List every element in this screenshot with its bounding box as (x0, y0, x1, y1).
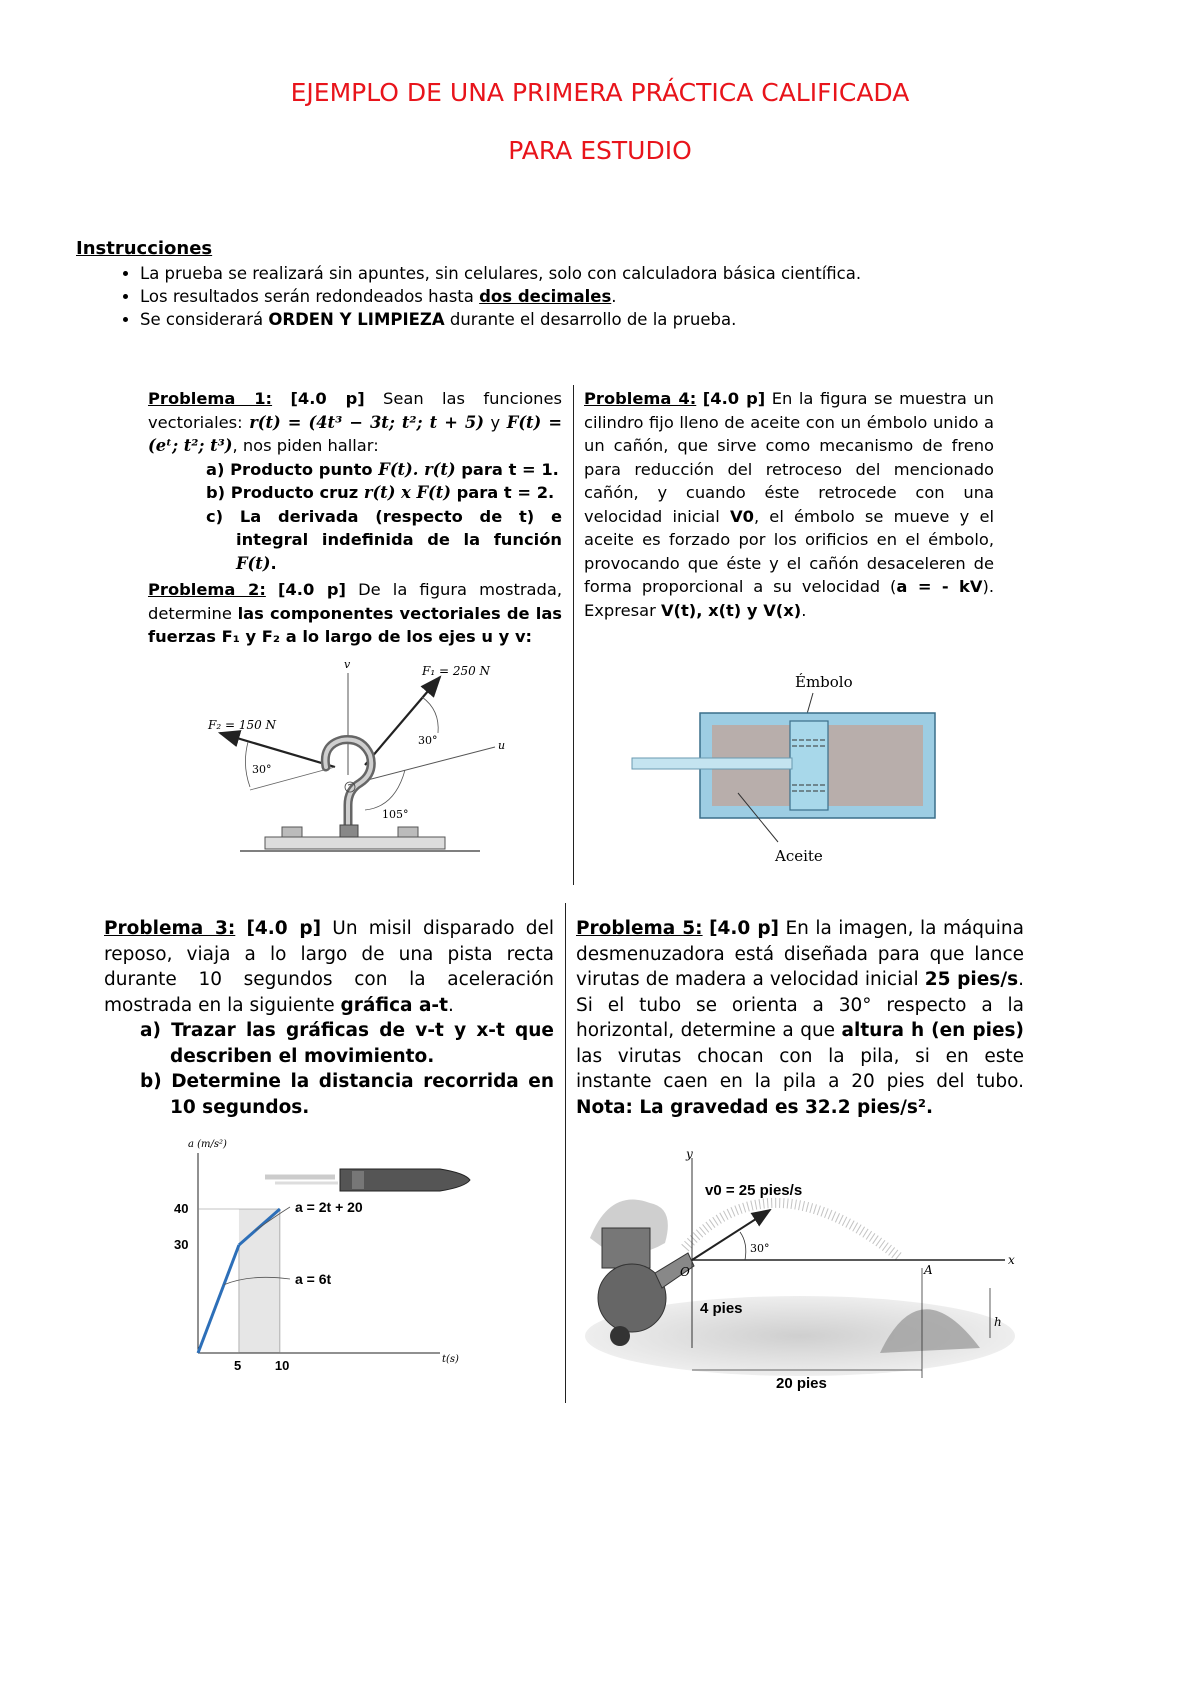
page-title: EJEMPLO DE UNA PRIMERA PRÁCTICA CALIFICADA (290, 78, 910, 107)
f2-label: F₂ = 150 N (208, 718, 277, 732)
problem-5-text: En la imagen, la máquina desmenuzadora está diseñada para que lance virutas de madera a velocidad inicial (576, 918, 1024, 990)
problem-5-text: . Si el tubo se orienta a 30° respecto a la horizontal, determine a que (576, 969, 1024, 1041)
f1-label: F₁ = 250 N (422, 664, 491, 678)
problem-3-points: [4.0 p] (246, 918, 322, 939)
distance-20-label: 20 pies (776, 1375, 827, 1392)
chipper-wheel (610, 1326, 630, 1346)
oil-right (828, 725, 923, 806)
instruction-text: Los resultados serán redondeados hasta (140, 287, 480, 306)
angle-arc (245, 742, 250, 787)
chart-shaded-region (239, 1209, 280, 1353)
u-axis-label: u (498, 739, 506, 752)
velocity-label: v0 = 25 pies/s (705, 1182, 803, 1199)
problem-1-item-c (206, 505, 562, 576)
column-divider-top (573, 385, 574, 885)
problem-5-emphasis: 25 pies/s (924, 969, 1019, 990)
chart-x-label: t(s) (442, 1354, 459, 1365)
problem-4-text: En la figura se muestra un cilindro fijo lleno de aceite con un émbolo unido a un cañón, que sirve como mecanismo de freno para reducción del retroceso del mencionado cañón, y cuando éste retrocede con una velocidad inicial (584, 389, 995, 526)
problem-4-emphasis: V(t), x(t) y V(x) (660, 600, 802, 620)
problem-1-f-equation: F(t) = (eᵗ; t²; t³) (148, 412, 562, 455)
problem-3-items (104, 1018, 554, 1120)
chip-trajectory (685, 1203, 900, 1258)
instruction-emphasis: dos decimales (479, 287, 612, 306)
item-text: para t = 2. (450, 483, 555, 502)
height-4-label: 4 pies (700, 1300, 743, 1317)
chipper-figure (580, 1148, 1020, 1398)
problem-1-ask: , nos piden hallar: (232, 436, 379, 455)
embolo-label: Émbolo (795, 673, 853, 691)
item-tag: a) (206, 459, 225, 479)
problem-1-points: [4.0 p] (290, 389, 365, 408)
problem-4-label: Problema 4: (584, 389, 697, 408)
h-label: h (994, 1315, 1002, 1329)
hook-nut (340, 825, 358, 837)
problem-1-items (148, 458, 562, 576)
problem-2 (148, 578, 562, 649)
problem-1-r-equation: r(t) = (4t³ − 3t; t²; t + 5) (249, 412, 484, 432)
problem-4-text: ). Expresar (584, 577, 994, 620)
problem-5-points: [4.0 p] (709, 918, 780, 939)
instruction-item (140, 262, 1136, 285)
item-tag: c) (206, 506, 224, 526)
item-text: Determine la distancia recorrida en 10 segundos. (170, 1071, 554, 1118)
series-label-0: a = 6t (295, 1271, 332, 1287)
missile-icon (265, 1169, 470, 1191)
problem-5 (576, 916, 1024, 1120)
problem-1-conjunction: y (490, 412, 501, 432)
cylinder-figure (630, 665, 950, 870)
angle-105: 105° (382, 808, 409, 821)
piston (790, 721, 828, 810)
x-tick-label: 5 (233, 1358, 242, 1373)
y-tick-label: 40 (174, 1201, 189, 1216)
instructions-heading: Instrucciones (76, 238, 213, 259)
chart-y-label: a (m/s²) (188, 1139, 227, 1150)
angle-arc (740, 1232, 746, 1260)
aceite-label: Aceite (775, 847, 823, 865)
problem-4-text: . (801, 600, 807, 620)
problem-5-emphasis: altura h (en pies) (841, 1020, 1024, 1041)
item-text: Producto cruz (230, 483, 364, 502)
angle-arc (422, 697, 438, 733)
y-axis-label: y (686, 1147, 693, 1161)
instruction-text: . (611, 287, 617, 306)
item-math: r(t) x F(t) (363, 483, 451, 502)
item-math: F(t). r(t) (378, 459, 456, 479)
problem-1-label: Problema 1: (148, 389, 273, 408)
problem-1-item-a (206, 458, 562, 482)
x-tick-label: 10 (274, 1358, 290, 1373)
angle-30-right: 30° (418, 734, 438, 747)
angle-30-left: 30° (252, 763, 272, 776)
item-text: Trazar las gráficas de v-t y x-t que describen el movimiento. (170, 1020, 554, 1067)
problem-1 (148, 387, 562, 575)
problem-1-intro: Sean las funciones vectoriales: (148, 389, 562, 432)
problem-5-note: Nota: La gravedad es 32.2 pies/s². (576, 1096, 934, 1118)
instructions-list (76, 262, 1136, 331)
bolt-right (398, 827, 418, 837)
problem-4-emphasis: a = - kV (896, 577, 983, 596)
instruction-text: Se considerará (140, 310, 269, 329)
instruction-text: durante el desarrollo de la prueba. (444, 310, 737, 329)
item-tag: a) (140, 1020, 161, 1041)
instructions-section (76, 238, 1136, 331)
problem-5-label: Problema 5: (576, 918, 703, 939)
f1-vector (365, 677, 440, 765)
instruction-item (140, 285, 1136, 308)
problem-3-emphasis: gráfica a-t (340, 994, 448, 1016)
chipper-hopper (602, 1228, 650, 1268)
problem-3-text: . (447, 994, 454, 1016)
item-tag: b) (140, 1071, 162, 1092)
item-text: La derivada (respecto de t) e integral indefinida de la función (236, 506, 563, 549)
problem-3-label: Problema 3: (104, 918, 236, 939)
problem-4-points: [4.0 p] (702, 389, 766, 408)
item-tag: b) (206, 483, 226, 502)
problem-4 (584, 387, 994, 622)
instruction-text: La prueba se realizará sin apuntes, sin celulares, solo con calculadora básica científica. (140, 264, 862, 283)
angle-label: 30° (750, 1242, 770, 1255)
acceleration-time-chart (174, 1135, 490, 1390)
column-divider-bottom (565, 903, 566, 1403)
force-diagram-figure (190, 655, 530, 870)
y-tick-label: 30 (174, 1237, 189, 1252)
problem-3-item-a (140, 1018, 554, 1069)
item-text: Producto punto (230, 459, 379, 479)
instruction-emphasis: ORDEN Y LIMPIEZA (268, 310, 445, 329)
problem-3 (104, 916, 554, 1120)
piston-rod (632, 758, 792, 769)
origin-label: O (680, 1265, 690, 1279)
f2-vector (220, 733, 335, 767)
problem-3-text: Un misil disparado del reposo, viaja a lo largo de una pista recta durante 10 segundos con la aceleración mostrada en la siguiente (104, 918, 554, 1016)
instruction-item (140, 308, 1136, 331)
base-plate (265, 837, 445, 849)
page-subtitle: PARA ESTUDIO (508, 136, 692, 165)
bolt-left (282, 827, 302, 837)
problem-2-points: [4.0 p] (277, 580, 346, 599)
point-a-label: A (924, 1263, 933, 1277)
series-line-0 (198, 1245, 239, 1353)
v-axis-label: v (344, 658, 351, 671)
item-text: . (270, 553, 277, 573)
item-text: para t = 1. (455, 459, 559, 479)
problem-2-text: De la figura mostrada, determine (148, 580, 562, 623)
problem-2-label: Problema 2: (148, 580, 266, 599)
problem-1-item-b (206, 481, 562, 505)
problem-3-item-b (140, 1069, 554, 1120)
x-axis-label: x (1008, 1253, 1015, 1267)
series-label-1: a = 2t + 20 (295, 1199, 363, 1215)
item-math: F(t) (236, 553, 271, 573)
problem-2-emphasis: las componentes vectoriales de las fuerzas F₁ y F₂ a lo largo de los ejes u y v: (148, 603, 563, 646)
problem-5-text: las virutas chocan con la pila, si en este instante caen en la pila a 20 pies del tubo. (576, 1045, 1024, 1092)
problem-4-emphasis: V0 (730, 506, 754, 526)
problem-4-text: , el émbolo se mueve y el aceite es forzado por los orificios en el émbolo, provocando que éste y el cañón desaceleren de forma proporcional a su velocidad ( (584, 506, 995, 596)
